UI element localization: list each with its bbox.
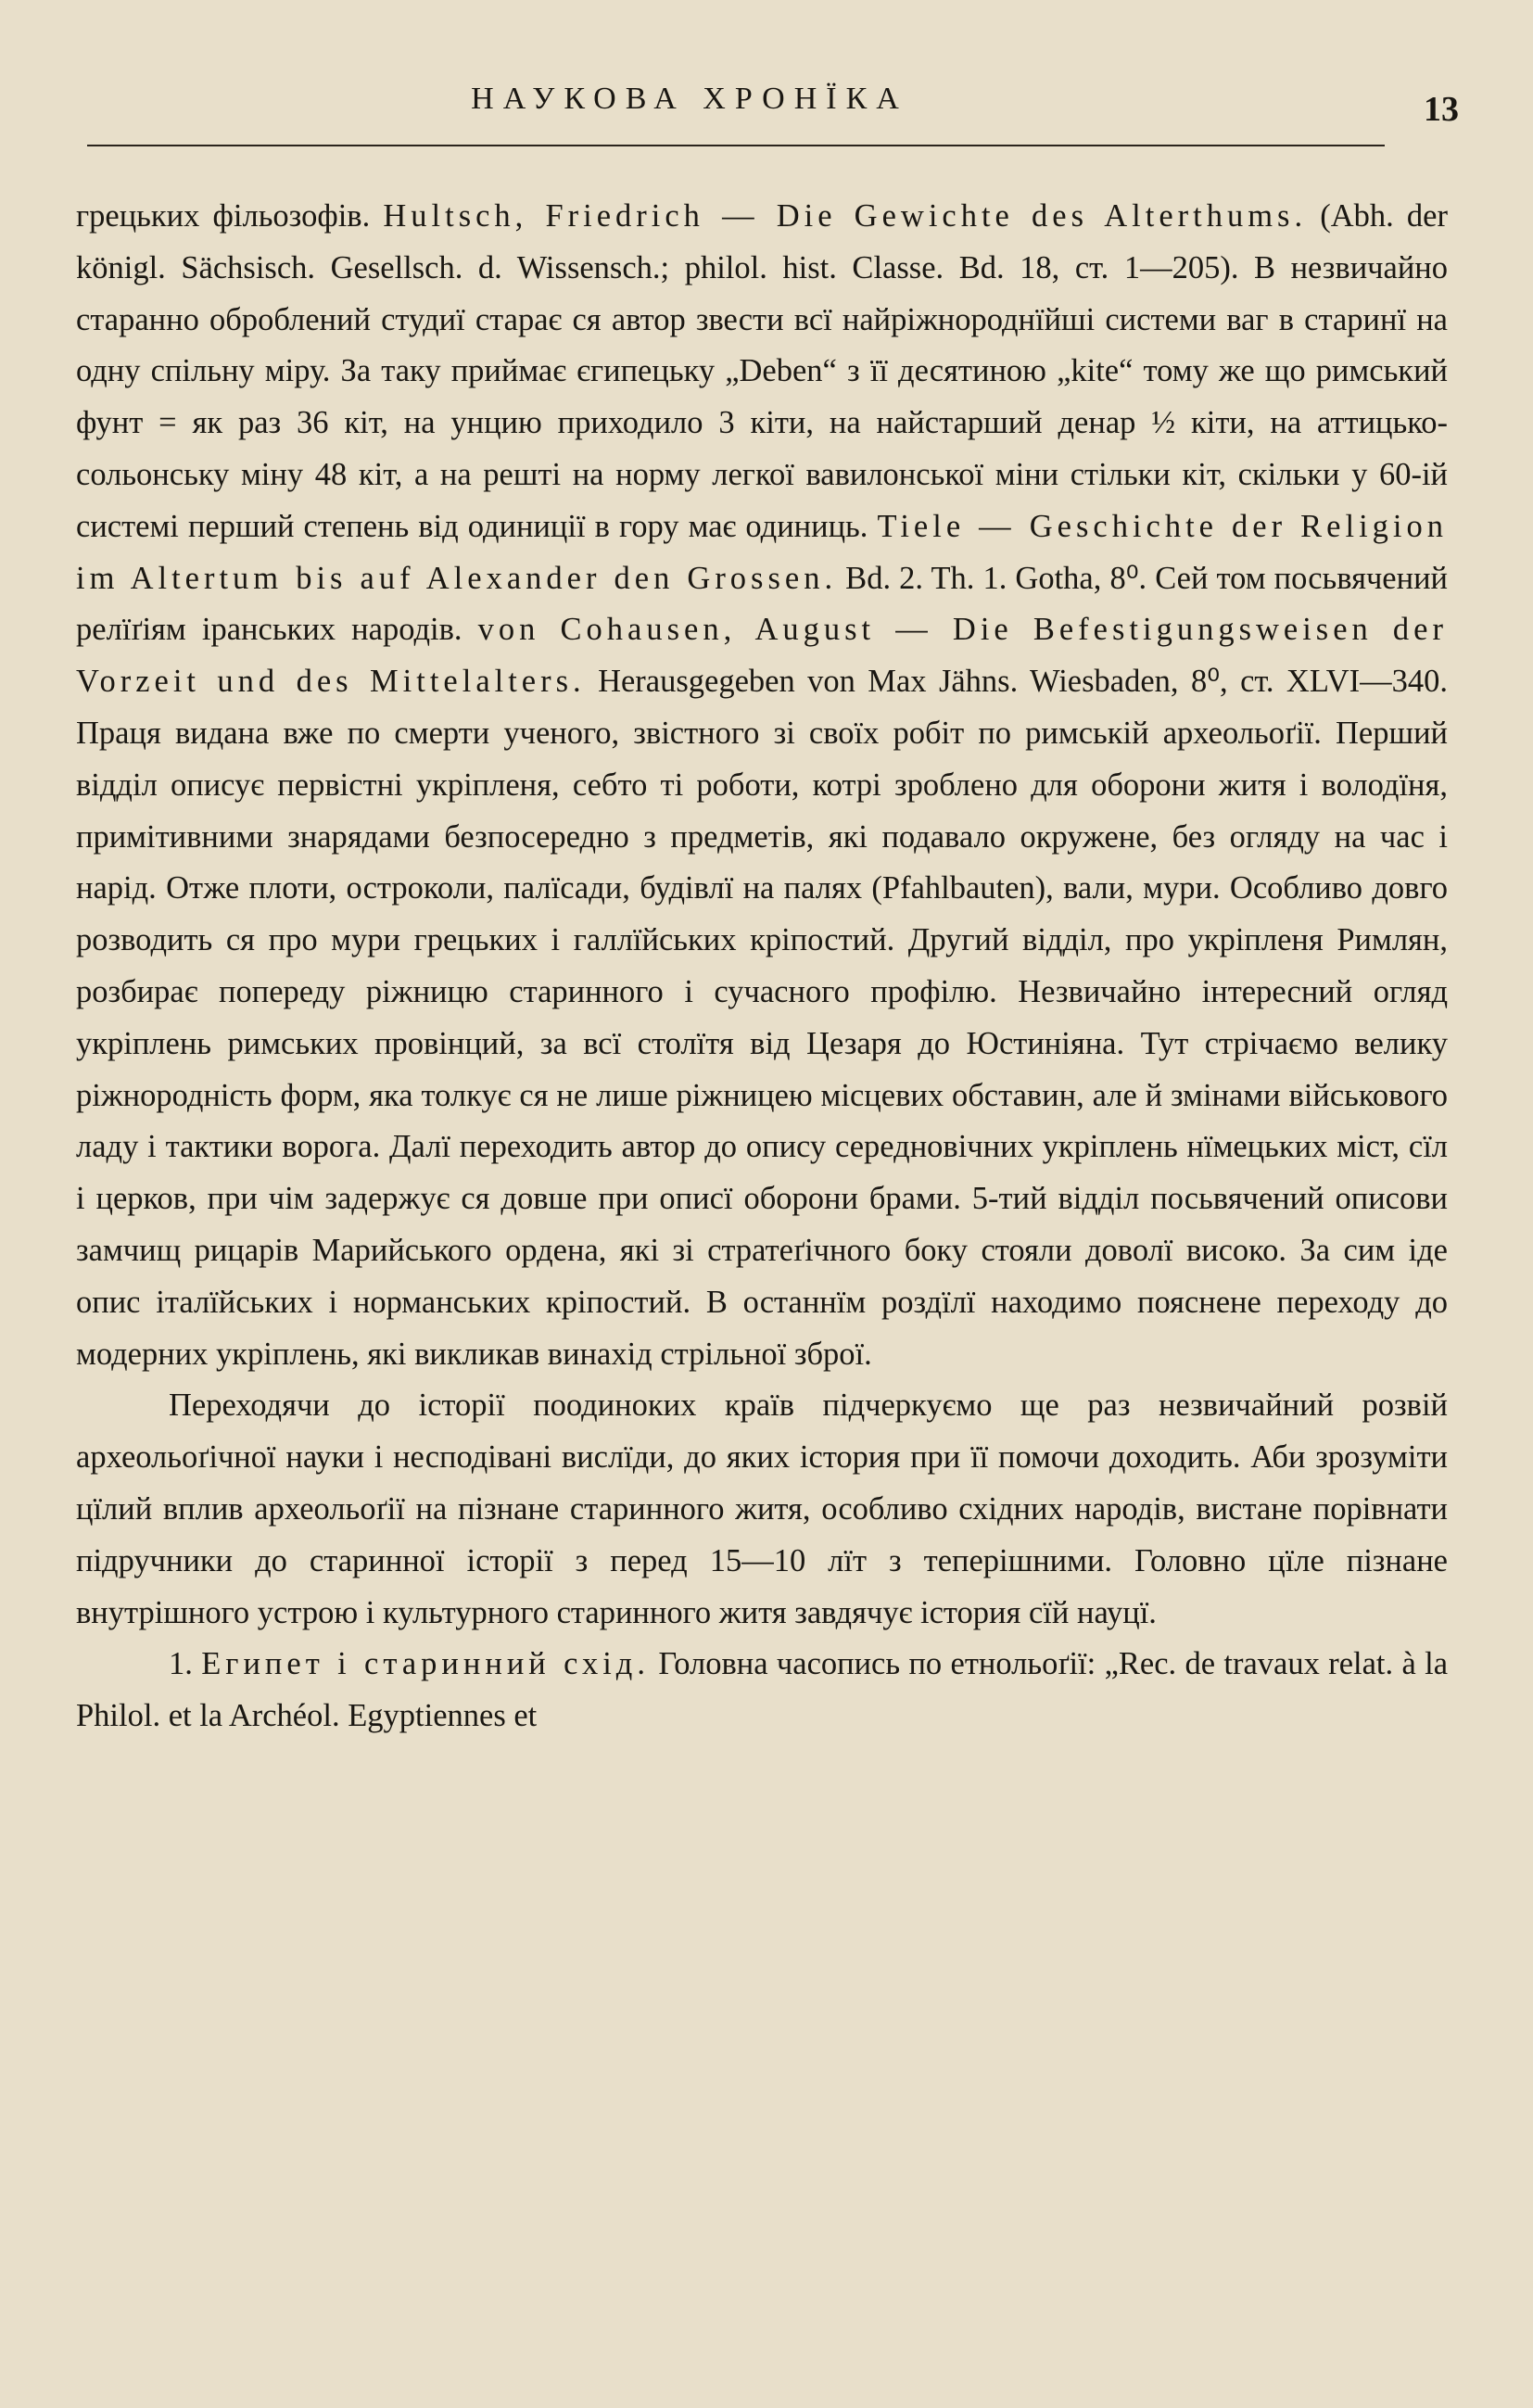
citation-author-title: von Cohausen, August — Die Befestigungsweisen der Vorzeit und des Mittelalters. <box>76 612 1448 700</box>
body-text <box>76 191 1448 1743</box>
section-heading: Египет і старинний схід. <box>201 1646 650 1682</box>
paragraph-3 <box>76 1639 1448 1743</box>
text-run: Головна часопись по етнольоґії: „Rec. de travaux relat. à la Philol. et la Archéol. Egyptiennes et <box>76 1646 1449 1734</box>
text-run: Herausgegeben von Max Jähns. Wiesbaden, 8⁰, ст. XLVI—340. Праця видана вже по смерти ученого, звістного зі своїх робіт по римській археольоґії. Перший відділ описує первістні укріпленя, себто ті роботи, котрі зроблено для оборони житя і володїня, примітивними знарядами безпосередно з предметів, які подавало окружене, без огляду на час і нарід. Отже плоти, остроколи, палїсади, будівлї на палях (Pfahlbauten), вали, мури. Особливо довго розводить ся про мури грецьких і галлїйських кріпостий. Другий відділ, про укріпленя Римлян, розбирає попереду ріжницю старинного і сучасного профілю. Незвичайно інтересний огляд укріплень римських провінций, за всї столїтя від Цезаря до Юстиніяна. Тут стрічаємо велику ріжнородність форм, яка толкує ся не лише ріжницею місцевих обставин, але й змінами військового ладу і тактики ворога. Далї переходить автор до опису середновічних укріплень нїмецьких міст, сїл і церков, при чім задержує ся довше при описї оборони брами. 5-тий відділ посьвячений описови замчищ рицарів Марийського ордена, які зі стратеґічного боку стояли доволї високо. За сим іде опис італїйських і норманських кріпостий. В останнїм роздїлї находимо пояснене переходу до модерних укріплень, які викликав винахід стрільної зброї. <box>76 664 1449 1372</box>
header-rule <box>87 145 1385 146</box>
text-run: Переходячи до історії поодиноких країв підчеркуємо ще раз незвичайний розвій археольоґічної науки і несподівані вислїди, до яких істория при її помочи доходить. Аби зрозуміти цїлий вплив археольоґії на пізнане старинного житя, особливо східних народів, вистане порівнати підручники до старинної історії з перед 15—10 лїт з теперішними. Головно цїле пізнане внутрішного устрою і культурного старинного житя завдячує істория сїй науцї. <box>76 1388 1448 1630</box>
citation-author-title: Hultsch, Friedrich — Die Gewichte des Alterthums. <box>383 198 1308 234</box>
text-run: (Abh. der königl. Sächsisch. Gesellsch. d. Wissensch.; philol. hist. Classe. Bd. 18, ст. 1—205). В незвичайно старанно оброблений студиї старає ся автор звести всї найріжнороднїйші системи ваг в старинї на одну спільну міру. За таку приймає єгипецьку „Deben“ з її десятиною „kite“ тому же що римський фунт = як раз 36 кіт, на унцию приходило 3 кіти, на найстарший денар ½ кіти, на аттицько-сольонську міну 48 кіт, а на решті на норму легкої вавилонської міни стільки кіт, скільки у 60-ій системі перший степень від одиниції в гору має одиниць. <box>76 198 1448 544</box>
running-header <box>87 72 1459 146</box>
text-run: грецьких фільозофів. <box>76 198 384 234</box>
page-number: 13 <box>1424 90 1459 129</box>
header-title: НАУКОВА ХРОНЇКА <box>471 82 908 116</box>
paragraph-1 <box>76 191 1448 1380</box>
citation-author-title: Tiele — Geschichte der Religion im Altertum bis auf Alexander den Grossen. <box>76 508 1448 596</box>
text-run: Bd. 2. Th. 1. Gotha, 8⁰. Сей том посьвячений релїґіям іранських народів. <box>76 560 1448 648</box>
paragraph-2 <box>76 1380 1448 1639</box>
section-number: 1. <box>169 1646 202 1682</box>
